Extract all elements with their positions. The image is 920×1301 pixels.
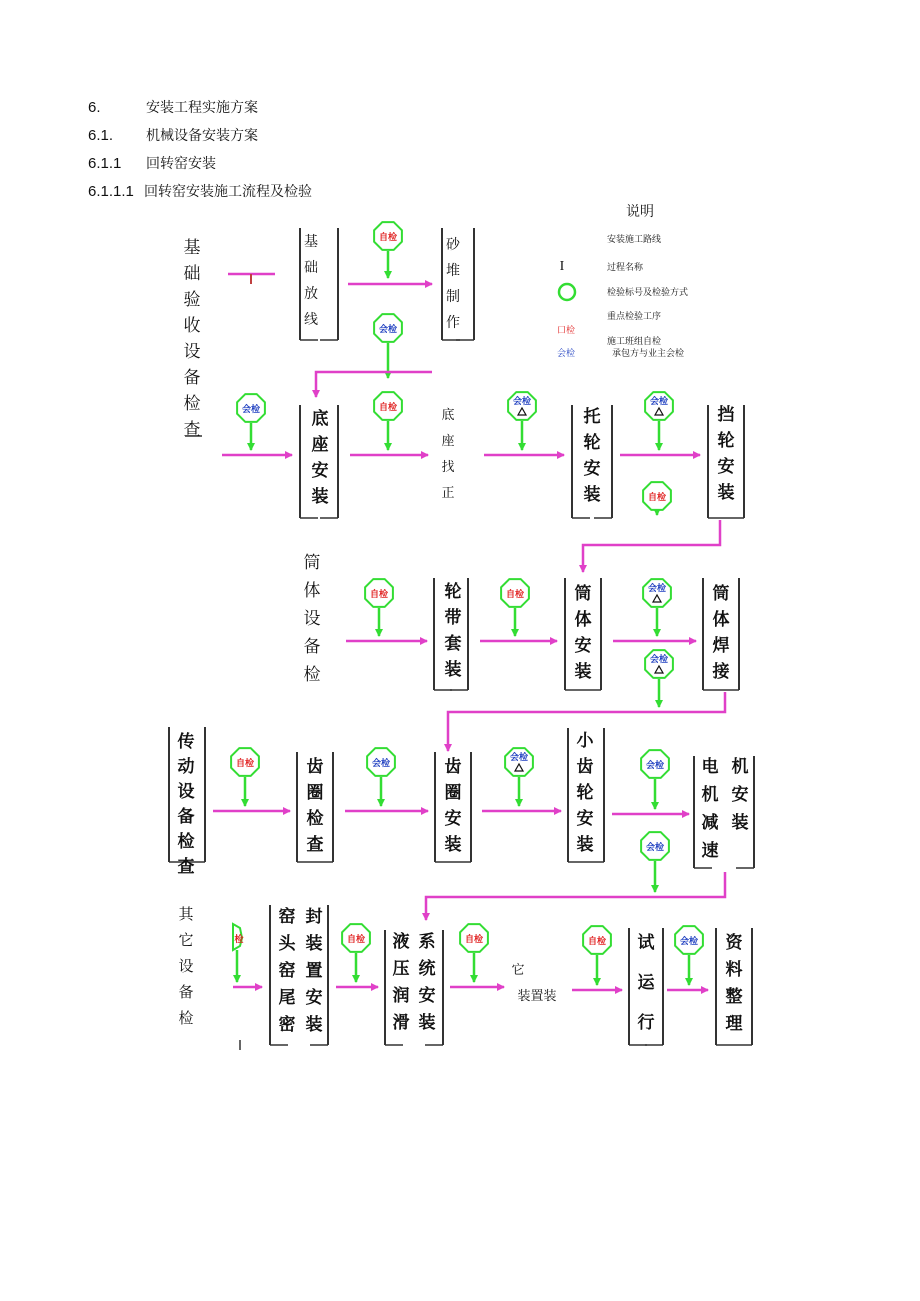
side-label-other: 其 [178, 905, 194, 923]
heading-text: 安装工程实施方案 [146, 100, 258, 116]
route-connector [583, 520, 720, 572]
heading-text: 回转窑安装施工流程及检验 [144, 184, 312, 200]
heading-number: 6.1. [88, 127, 114, 144]
step-hydraulic-install-col1: 安 [418, 986, 436, 1006]
step-shell-weld: 焊 [712, 636, 730, 656]
joint-check-mark: 会检 [647, 584, 667, 594]
step-gear-check: 查 [306, 835, 324, 855]
step-shell-weld: 接 [712, 662, 730, 682]
step-base-install: 装 [311, 487, 329, 507]
legend-title: 说明 [626, 204, 654, 220]
step-foundation-line: 线 [304, 312, 318, 328]
step-hydraulic-install-col2: 液 [392, 932, 410, 952]
step-seal-install-col2: 头 [278, 934, 296, 954]
step-hydraulic-install-col2: 压 [392, 959, 410, 979]
heading-number: 6. [88, 99, 101, 116]
step-documents: 资 [725, 933, 743, 953]
step-base-align: 找 [441, 460, 455, 475]
step-sand-pile: 堆 [446, 263, 460, 279]
step-motor-install-col2: 机 [701, 785, 719, 805]
self-check-mark: 自检 [464, 935, 484, 945]
step-stop-roller: 装 [717, 483, 735, 503]
step-hydraulic-install-col1: 系 [418, 932, 436, 952]
step-motor-install-col1: 装 [731, 813, 749, 833]
legend-key-step: 重点检验工序 [607, 312, 662, 322]
side-label-drive: 备 [177, 807, 195, 827]
step-hydraulic-install-col1: 装 [418, 1013, 436, 1033]
step-foundation-line: 基 [304, 234, 318, 250]
step-shell-weld: 筒 [712, 584, 730, 604]
side-label-other: 检 [178, 1009, 194, 1027]
side-label-other: 设 [178, 957, 194, 975]
step-gear-install: 装 [444, 835, 462, 855]
side-label-foundation: 检 [183, 394, 201, 414]
legend-process: 过程名称 [607, 263, 644, 273]
step-seal-install-col2: 窑 [278, 961, 296, 981]
self-check-mark: 自检 [235, 759, 255, 769]
step-motor-install-col2: 速 [701, 841, 719, 861]
step-sand-pile: 作 [446, 315, 460, 331]
heading-number: 6.1.1 [88, 155, 122, 172]
side-label-drive: 传 [177, 732, 195, 752]
self-check-mark: 自检 [587, 937, 607, 947]
side-label-foundation: 备 [183, 368, 201, 388]
step-pinion-install: 齿 [576, 757, 594, 777]
legend-inspection-circle [559, 284, 575, 300]
step-base-align: 正 [441, 486, 455, 501]
step-stop-roller: 安 [717, 457, 735, 477]
step-base-align: 底 [441, 408, 455, 423]
step-shell-install: 安 [574, 636, 592, 656]
self-check-mark: 自检 [505, 590, 525, 600]
side-label-drive: 查 [177, 857, 195, 877]
joint-check-mark: 会检 [679, 937, 699, 947]
legend-joint-mark: 会检 [557, 349, 576, 359]
step-pinion-install: 小 [576, 731, 594, 751]
step-documents: 料 [725, 960, 743, 980]
heading-number: 6.1.1.1 [88, 183, 134, 200]
side-label-shell: 检 [303, 665, 321, 685]
side-label-other: 备 [178, 983, 194, 1001]
step-roller-install: 安 [583, 459, 601, 479]
side-label-foundation: 收 [183, 316, 201, 336]
side-label-drive: 动 [177, 757, 195, 777]
self-check-mark: 自检 [369, 590, 389, 600]
step-pinion-install: 轮 [576, 783, 594, 803]
step-gear-check: 齿 [306, 757, 324, 777]
step-tire-install: 套 [444, 634, 462, 654]
self-check-mark: 自检 [378, 233, 398, 243]
step-shell-install: 筒 [574, 584, 592, 604]
step-sand-pile: 制 [446, 289, 460, 305]
side-label-foundation: 验 [183, 290, 201, 310]
step-seal-install-col1: 装 [305, 934, 323, 954]
joint-check-mark: 会检 [649, 655, 669, 665]
side-label-shell: 筒 [303, 553, 321, 573]
self-check-mark: 自检 [647, 493, 667, 503]
step-foundation-line: 础 [304, 260, 318, 276]
side-label-other: 它 [178, 931, 194, 949]
step-tire-install: 轮 [444, 582, 462, 602]
step-foundation-line: 放 [304, 286, 318, 302]
step-stop-roller: 挡 [717, 405, 735, 425]
step-shell-install: 装 [574, 662, 592, 682]
route-connector [426, 872, 725, 920]
step-motor-install-col2: 电 [701, 757, 719, 777]
step-tire-install: 装 [444, 660, 462, 680]
step-seal-install-col1: 封 [305, 907, 323, 927]
legend-inspection: 检验标号及检验方式 [607, 288, 689, 298]
self-check-mark: 自检 [346, 935, 366, 945]
joint-check-mark: 会检 [371, 759, 391, 769]
joint-check-mark: 会检 [512, 397, 532, 407]
side-label-shell: 备 [303, 637, 321, 657]
joint-check-mark: 会检 [509, 753, 529, 763]
joint-check-mark: 会检 [645, 761, 665, 771]
step-motor-install-col1: 机 [731, 757, 749, 777]
step-stop-roller: 轮 [717, 431, 735, 451]
step-base-align: 座 [441, 434, 455, 449]
step-base-install: 座 [311, 435, 329, 455]
step-gear-install: 安 [444, 809, 462, 829]
step-seal-install-col1: 装 [305, 1015, 323, 1035]
legend-joint: 承包方与业主会检 [612, 349, 685, 359]
heading-text: 机械设备安装方案 [146, 128, 258, 144]
step-gear-check: 圈 [306, 783, 324, 803]
step-hydraulic-install-col2: 润 [392, 986, 410, 1006]
step-seal-install-col1: 安 [305, 988, 323, 1008]
side-label-drive: 检 [177, 832, 195, 852]
step-tire-install: 带 [444, 608, 462, 628]
step-seal-install-col2: 尾 [278, 988, 296, 1008]
step-motor-install-col2: 减 [701, 813, 719, 833]
step-sand-pile: 砂 [446, 237, 460, 253]
step-gear-check: 检 [306, 809, 324, 829]
step-shell-weld: 体 [712, 610, 730, 630]
joint-check-mark: 会检 [378, 325, 398, 335]
step-shell-install: 体 [574, 610, 592, 630]
route-connector [316, 372, 432, 397]
step-base-install: 底 [311, 409, 329, 429]
legend-process-symbol: I [559, 259, 565, 274]
self-check-mark: 自检 [378, 403, 398, 413]
side-label-shell: 设 [303, 609, 321, 629]
step-pinion-install: 安 [576, 809, 594, 829]
step-hydraulic-install-col1: 统 [418, 959, 436, 979]
step-seal-install-col2: 密 [278, 1015, 296, 1035]
legend-route: 安装施工路线 [607, 235, 662, 245]
step-motor-install-col1: 安 [731, 785, 749, 805]
self-check-mark: 检 [234, 935, 244, 945]
step-trial-run: 行 [637, 1013, 655, 1033]
step-gear-install: 圈 [444, 783, 462, 803]
step-documents: 理 [725, 1014, 743, 1034]
heading-text: 回转窑安装 [146, 156, 216, 172]
step-seal-install-col1: 置 [305, 961, 323, 981]
side-label-foundation: 设 [183, 342, 201, 362]
step-roller-install: 装 [583, 485, 601, 505]
step-trial-run: 运 [637, 973, 655, 993]
step-documents: 整 [725, 987, 743, 1007]
side-label-foundation: 础 [183, 264, 201, 284]
step-roller-install: 轮 [583, 433, 601, 453]
step-trial-run: 试 [637, 933, 655, 953]
side-label-foundation: 查 [183, 420, 201, 440]
legend-self: 施工班组自检 [607, 337, 662, 347]
side-label-foundation: 基 [183, 238, 201, 258]
joint-check-mark: 会检 [645, 843, 665, 853]
step-hydraulic-install-col2: 滑 [392, 1013, 410, 1033]
step-other-device: 它 [511, 963, 525, 978]
joint-check-mark: 会检 [649, 397, 669, 407]
legend-self-mark: 口检 [557, 326, 576, 336]
step-seal-install-col2: 窑 [278, 907, 296, 927]
step-pinion-install: 装 [576, 835, 594, 855]
step-other-device: 装置装 [517, 989, 557, 1004]
side-label-shell: 体 [303, 581, 321, 601]
joint-check-mark: 会检 [241, 405, 261, 415]
side-label-drive: 设 [177, 782, 195, 802]
step-roller-install: 托 [583, 407, 601, 427]
step-base-install: 安 [311, 461, 329, 481]
step-gear-install: 齿 [444, 757, 462, 777]
